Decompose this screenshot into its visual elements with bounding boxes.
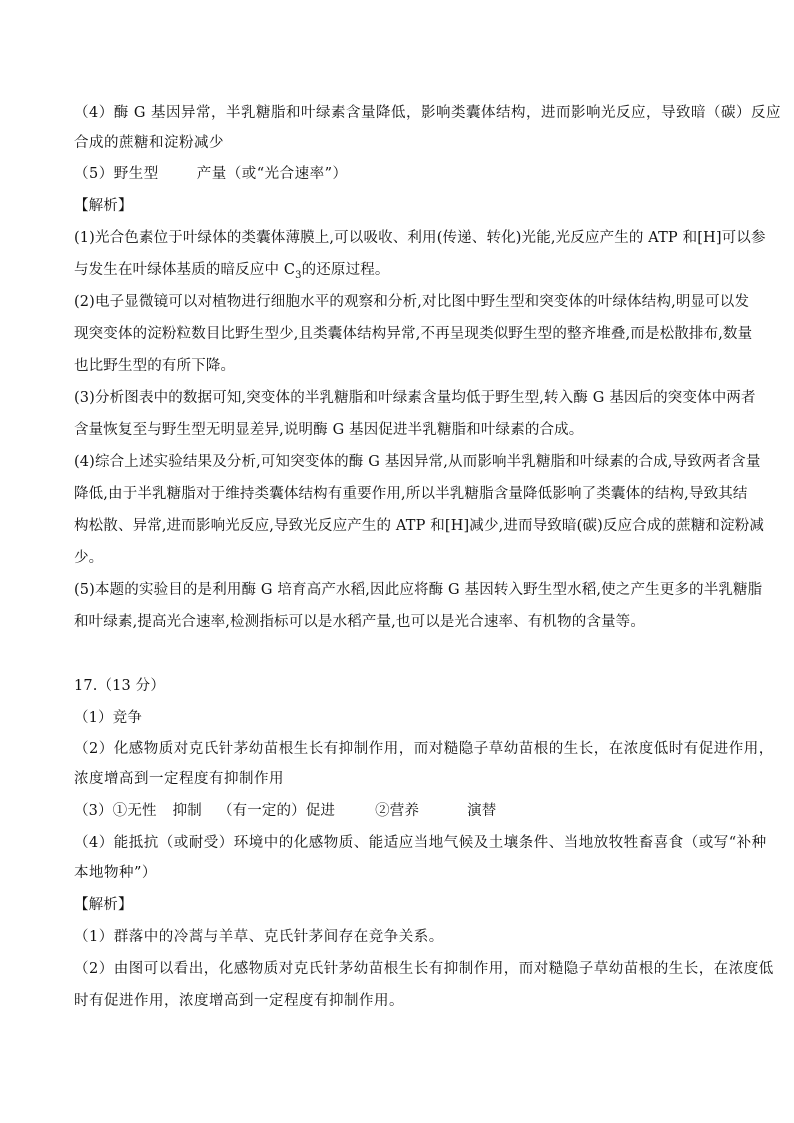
answer-17-3-part3: （有一定的）促进 [217, 803, 336, 819]
analysis-16-2-line3: 也比野生型的有所下降。 [74, 358, 236, 374]
answer-17-3-part4: ②营养 [375, 803, 420, 819]
analysis-16-4-line4: 少。 [74, 550, 104, 566]
answer-17-4-line2: 本地物种”） [74, 865, 157, 881]
analysis-16-3-line1: (3)分析图表中的数据可知,突变体的半乳糖脂和叶绿素含量均低于野生型,转入酶 G 基因后的突变体中两者 [74, 390, 756, 406]
question-17-header: 17.（13 分） [74, 678, 165, 694]
analysis-heading-16: 【解析】 [74, 198, 133, 214]
analysis-heading-17: 【解析】 [74, 897, 133, 913]
answer-17-1: （1）竞争 [74, 710, 142, 726]
analysis-16-5-line2: 和叶绿素,提高光合速率,检测指标可以是水稻产量,也可以是光合速率、有机物的含量等。 [74, 614, 645, 630]
analysis-16-1-text: 与发生在叶绿体基质的暗反应中 C [74, 262, 296, 278]
analysis-16-1-line2 [74, 260, 724, 286]
answer-16-4-line1: （4）酶 G 基因异常，半乳糖脂和叶绿素含量降低，影响类囊体结构，进而影响光反应，导致暗（碳）反应 [74, 105, 782, 121]
answer-17-3-part2: 抑制 [172, 803, 202, 819]
analysis-16-5-line1: (5)本题的实验目的是利用酶 G 培育高产水稻,因此应将酶 G 基因转入野生型水稻,使之产生更多的半乳糖脂 [74, 582, 763, 598]
answer-17-3-part1: （3）①无性 [74, 803, 157, 819]
analysis-16-1-line1: (1)光合色素位于叶绿体的类囊体薄膜上,可以吸收、利用(传递、转化)光能,光反应产生的 ATP 和[H]可以参 [74, 230, 766, 246]
answer-17-3-part5: 演替 [467, 803, 497, 819]
answer-17-4-line1: （4）能抵抗（或耐受）环境中的化感物质、能适应当地气候及土壤条件、当地放牧牲畜喜食（或写“补种 [74, 835, 767, 851]
analysis-16-3-line2: 含量恢复至与野生型无明显差异,说明酶 G 基因促进半乳糖脂和叶绿素的合成。 [74, 422, 584, 438]
answer-17-2-line2: 浓度增高到一定程度有抑制作用 [74, 771, 284, 787]
answer-16-4-line2: 合成的蔗糖和淀粉减少 [74, 135, 224, 151]
answer-16-5-part1: （5）野生型 [74, 166, 159, 182]
answer-17-3 [74, 801, 724, 821]
analysis-16-2-line2: 现突变体的淀粉粒数目比野生型少,且类囊体结构异常,不再呈现类似野生型的整齐堆叠,而是松散排布,数量 [74, 326, 753, 342]
analysis-17-2-line2: 时有促进作用，浓度增高到一定程度有抑制作用。 [74, 993, 404, 1009]
answer-16-5 [74, 164, 724, 184]
analysis-16-1-text-end: 的还原过程。 [301, 262, 390, 278]
subscript-3: 3 [295, 269, 302, 281]
analysis-16-4-line2: 降低,由于半乳糖脂对于维持类囊体结构有重要作用,所以半乳糖脂含量降低影响了类囊体的结构,导致其结 [74, 486, 748, 502]
answer-16-5-part2: 产量（或“光合速率”） [196, 166, 348, 182]
analysis-16-4-line3: 构松散、异常,进而影响光反应,导致光反应产生的 ATP 和[H]减少,进而导致暗(碳)反应合成的蔗糖和淀粉减 [74, 518, 765, 534]
analysis-17-2-line1: （2）由图可以看出，化感物质对克氏针茅幼苗根生长有抑制作用，而对糙隐子草幼苗根的生长，在浓度低 [74, 961, 774, 977]
analysis-16-4-line1: (4)综合上述实验结果及分析,可知突变体的酶 G 基因异常,从而影响半乳糖脂和叶绿素的合成,导致两者含量 [74, 454, 761, 470]
analysis-16-2-line1: (2)电子显微镜可以对植物进行细胞水平的观察和分析,对比图中野生型和突变体的叶绿体结构,明显可以发 [74, 294, 750, 310]
analysis-17-1: （1）群落中的冷蒿与羊草、克氏针茅间存在竞争关系。 [74, 929, 444, 945]
answer-17-2-line1: （2）化感物质对克氏针茅幼苗根生长有抑制作用，而对糙隐子草幼苗根的生长，在浓度低时有促进作用， [74, 741, 774, 757]
